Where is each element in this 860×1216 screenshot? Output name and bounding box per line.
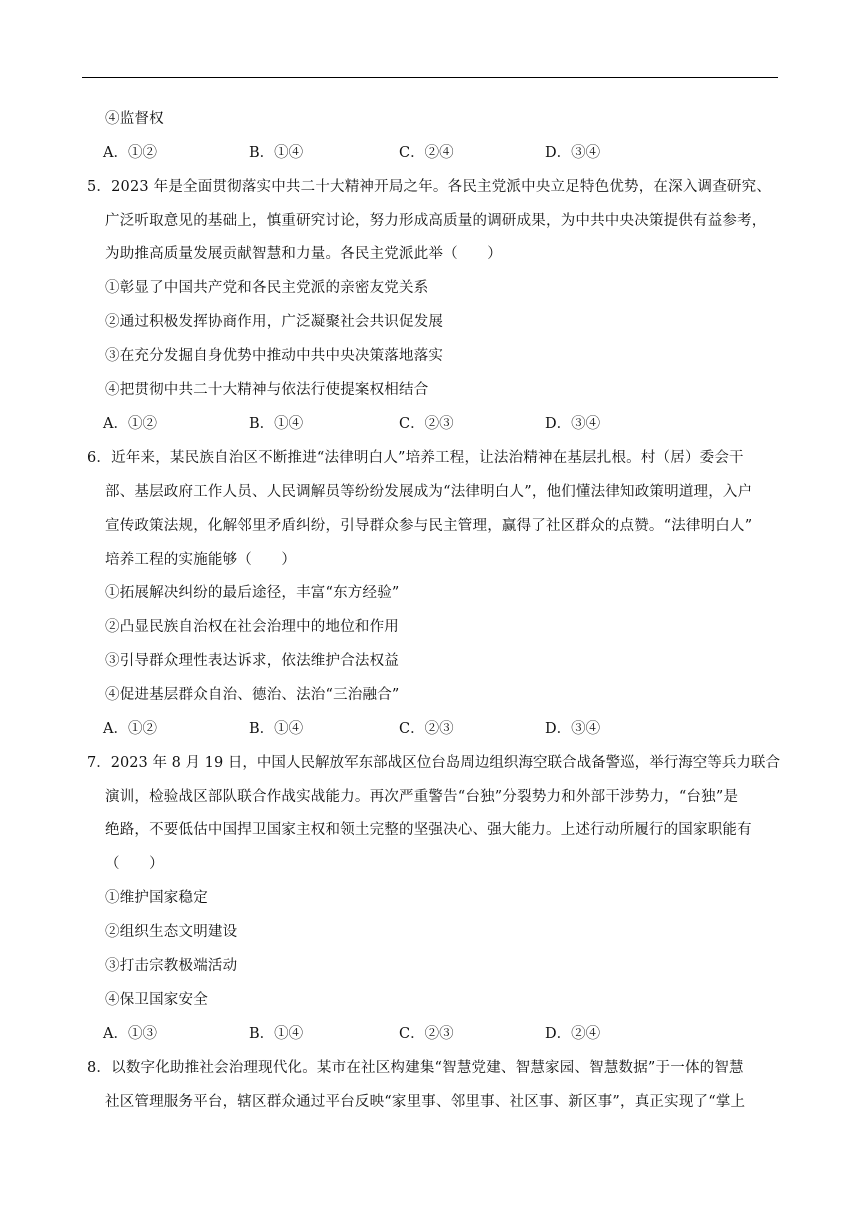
q6-item-1: ①拓展解决纠纷的最后途径，丰富“东方经验”	[105, 585, 400, 601]
q5-choice-c[interactable]: C．②③	[399, 416, 454, 432]
q7-choice-b[interactable]: B．①④	[249, 1026, 304, 1042]
q7-item-1: ①维护国家稳定	[105, 890, 208, 906]
q8-stem-line-1: 8．以数字化助推社会治理现代化。某市在社区构建集“智慧党建、智慧家园、智慧数据”于一体的智慧	[87, 1060, 744, 1076]
q5-item-2: ②通过积极发挥协商作用，广泛凝聚社会共识促发展	[105, 314, 444, 330]
q7-choice-a[interactable]: A．①③	[103, 1026, 157, 1042]
q5-choice-d[interactable]: D．③④	[545, 416, 601, 432]
q5-stem-line-1: 5．2023 年是全面贯彻落实中共二十大精神开局之年。各民主党派中央立足特色优势，在深入调查研究、	[87, 179, 772, 195]
q5-stem-line-3: 为助推高质量发展贡献智慧和力量。各民主党派此举（ ）	[105, 246, 502, 262]
q7-choice-c[interactable]: C．②③	[399, 1026, 454, 1042]
q6-choice-d[interactable]: D．③④	[545, 721, 601, 737]
q6-item-4: ④促进基层群众自治、德治、法治“三治融合”	[105, 687, 400, 703]
q5-choice-a[interactable]: A．①②	[103, 416, 157, 432]
q7-stem-line-2: 演训，检验战区部队联合作战实战能力。再次严重警告“台独”分裂势力和外部干涉势力，“台独”是	[105, 789, 739, 805]
q4-choice-b[interactable]: B．①④	[249, 145, 304, 161]
q4-choice-d[interactable]: D．③④	[545, 145, 601, 161]
q6-item-2: ②凸显民族自治权在社会治理中的地位和作用	[105, 619, 399, 635]
q5-item-3: ③在充分发掘自身优势中推动中共中央决策落地落实	[105, 348, 444, 364]
q6-item-3: ③引导群众理性表达诉求，依法维护合法权益	[105, 653, 399, 669]
q5-stem-line-2: 广泛听取意见的基础上，慎重研究讨论，努力形成高质量的调研成果，为中共中央决策提供有益参考，	[105, 213, 767, 229]
q8-stem-line-2: 社区管理服务平台，辖区群众通过平台反映“家里事、邻里事、社区事、新区事”，真正实现了“掌上	[105, 1094, 746, 1110]
q6-choice-c[interactable]: C．②③	[399, 721, 454, 737]
q7-item-2: ②组织生态文明建设	[105, 924, 238, 940]
q5-choice-b[interactable]: B．①④	[249, 416, 304, 432]
q6-stem-line-2: 部、基层政府工作人员、人民调解员等纷纷发展成为“法律明白人”，他们懂法律知政策明道理，入户	[105, 484, 753, 500]
q5-item-4: ④把贯彻中共二十大精神与依法行使提案权相结合	[105, 382, 429, 398]
q6-stem-line-3: 宣传政策法规，化解邻里矛盾纠纷，引导群众参与民主管理，赢得了社区群众的点赞。“法律明白人”	[105, 518, 753, 534]
q5-item-1: ①彰显了中国共产党和各民主党派的亲密友党关系	[105, 280, 429, 296]
q7-choice-d[interactable]: D．②④	[545, 1026, 601, 1042]
q7-item-3: ③打击宗教极端活动	[105, 958, 238, 974]
q7-stem-line-4: （ ）	[105, 856, 164, 872]
q4-item-4: ④监督权	[105, 111, 164, 127]
q6-choice-b[interactable]: B．①④	[249, 721, 304, 737]
q6-stem-line-1: 6．近年来，某民族自治区不断推进“法律明白人”培养工程，让法治精神在基层扎根。村（居）委会干	[87, 450, 744, 466]
q4-choice-a[interactable]: A．①②	[103, 145, 157, 161]
q4-choice-c[interactable]: C．②④	[399, 145, 454, 161]
q7-stem-line-1: 7．2023 年 8 月 19 日，中国人民解放军东部战区位台岛周边组织海空联合战备警巡，举行海空等兵力联合	[87, 755, 780, 771]
header-rule	[82, 77, 778, 78]
q7-stem-line-3: 绝路，不要低估中国捍卫国家主权和领土完整的坚强决心、强大能力。上述行动所履行的国家职能有	[105, 822, 752, 838]
q6-stem-line-4: 培养工程的实施能够（ ）	[105, 552, 297, 568]
q7-item-4: ④保卫国家安全	[105, 992, 208, 1008]
q6-choice-a[interactable]: A．①②	[103, 721, 157, 737]
